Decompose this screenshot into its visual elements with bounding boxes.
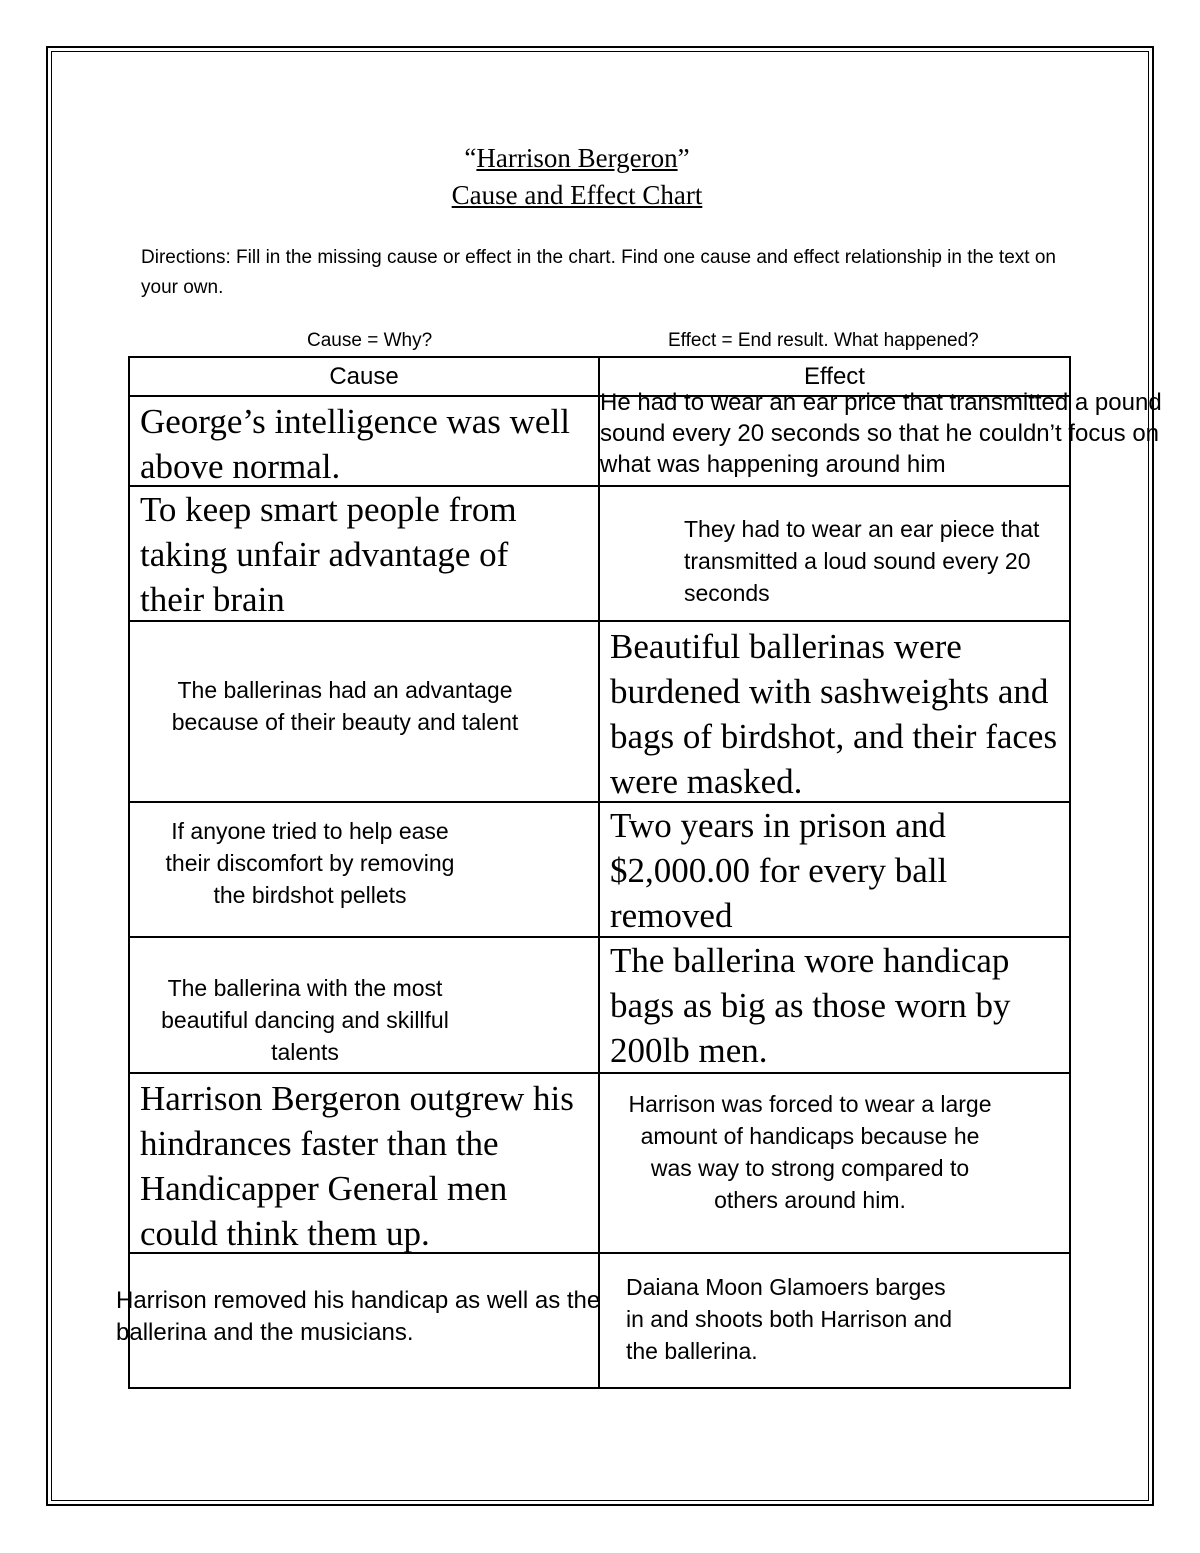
- effect-cell: [599, 937, 1070, 1073]
- cause-cell: [129, 621, 599, 802]
- effect-text: Two years in prison and $2,000.00 for every ball removed: [610, 806, 948, 935]
- header-effect: Effect: [599, 357, 1070, 396]
- legend-cause: Cause = Why?: [307, 330, 433, 351]
- effect-text: He had to wear an ear price that transmitted a pound sound every 20 seconds so that he couldn’t focus on what was happening around him: [600, 389, 1162, 478]
- table-row: [129, 486, 1070, 621]
- page-subtitle: Cause and Effect Chart: [451, 180, 703, 210]
- cause-text: If anyone tried to help ease their discomfort by removing the birdshot pellets: [165, 818, 455, 908]
- table-row: [129, 1253, 1070, 1388]
- cause-text: George’s intelligence was well above normal.: [140, 402, 570, 486]
- cause-cell: [129, 802, 599, 937]
- effect-cell: [599, 1073, 1070, 1253]
- cause-text: Harrison removed his handicap as well as the ballerina and the musicians.: [116, 1287, 601, 1346]
- table-row: [129, 1073, 1070, 1253]
- effect-text: Daiana Moon Glamoers barges in and shoots both Harrison and the ballerina.: [626, 1274, 953, 1364]
- table-row: [129, 621, 1070, 802]
- effect-cell: [599, 802, 1070, 937]
- cause-text: To keep smart people from taking unfair advantage of their brain: [140, 490, 517, 619]
- cause-cell: [129, 937, 599, 1073]
- effect-cell: [599, 486, 1070, 621]
- table-row: [129, 937, 1070, 1073]
- cause-text: Harrison Bergeron outgrew his hindrances faster than the Handicapper General men could think them up.: [140, 1079, 574, 1253]
- cause-effect-table: [116, 356, 1162, 1389]
- directions-text: Directions: Fill in the missing cause or effect in the chart. Find one cause and effect relationship in the text on your own.: [141, 247, 1056, 298]
- effect-cell: [599, 389, 1162, 486]
- header-cause: Cause: [129, 357, 599, 396]
- effect-text: Harrison was forced to wear a large amount of handicaps because he was way to strong compared to others around him.: [628, 1091, 992, 1213]
- cause-cell: [116, 1253, 601, 1388]
- page-title: “Harrison Bergeron”: [464, 143, 690, 173]
- effect-cell: [599, 1253, 1070, 1388]
- effect-text: They had to wear an ear piece that transmitted a loud sound every 20 seconds: [684, 516, 1040, 606]
- table-row: [129, 802, 1070, 937]
- effect-text: The ballerina wore handicap bags as big as those worn by 200lb men.: [610, 941, 1011, 1070]
- cause-text: The ballerinas had an advantage because of their beauty and talent: [171, 677, 519, 735]
- effect-cell: [599, 621, 1070, 802]
- cause-cell: [129, 486, 599, 621]
- cause-text: The ballerina with the most beautiful dancing and skillful talents: [161, 975, 449, 1065]
- table-row: [129, 396, 1070, 486]
- cause-cell: [129, 396, 599, 486]
- legend-effect: Effect = End result. What happened?: [668, 330, 979, 351]
- effect-text: Beautiful ballerinas were burdened with sashweights and bags of birdshot, and their faces were masked.: [610, 627, 1058, 801]
- cause-cell: [129, 1073, 599, 1253]
